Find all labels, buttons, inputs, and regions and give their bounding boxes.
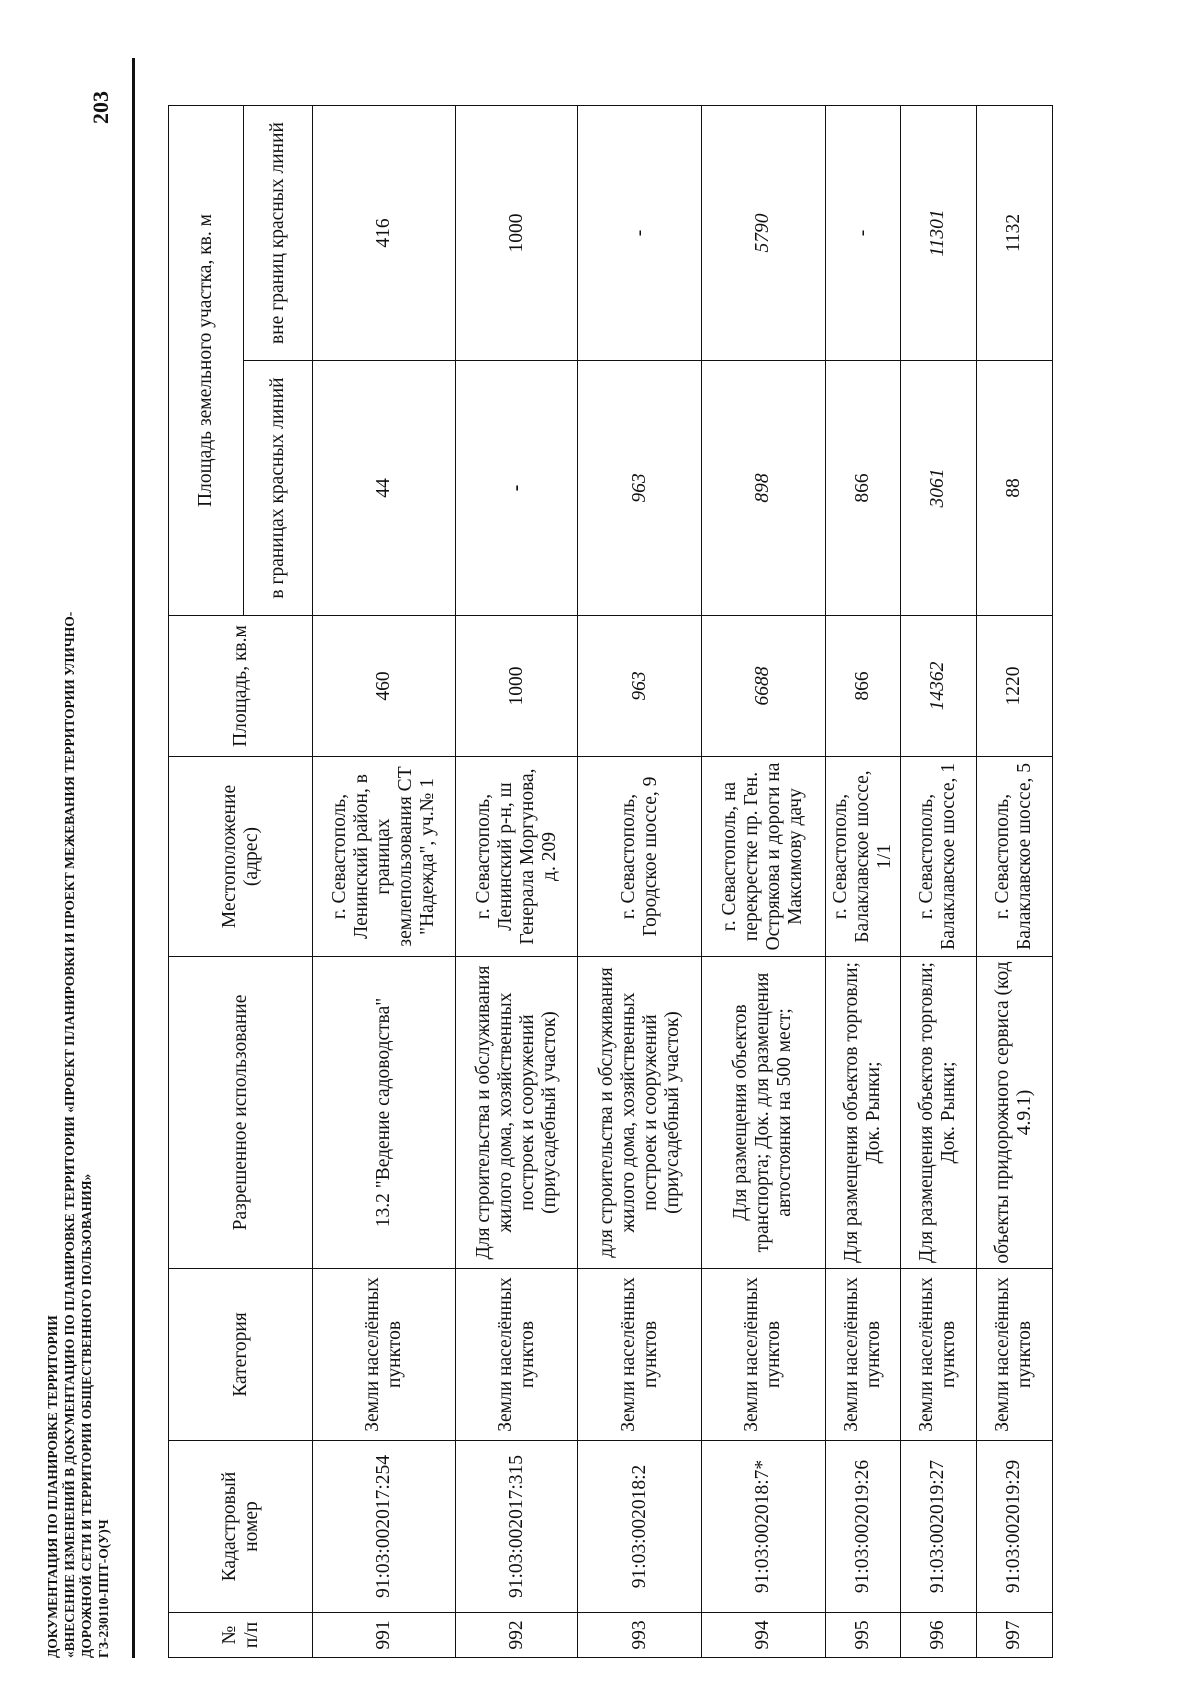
parcel-table — [168, 105, 1053, 1658]
header-parcel-area: Площадь земельного участка, кв. м — [169, 106, 244, 616]
cell-num: 996 — [900, 1613, 976, 1658]
cell-use: Для строительства и обслуживания жилого дома, хозяйственных построек и сооружений (приусадебный участок) — [456, 957, 578, 1269]
cell-cadastral: 91:03:002017:254 — [313, 1441, 456, 1613]
header-line: ГЗ-230110-ППТ-О(У)Ч — [96, 1519, 111, 1658]
cell-num: 993 — [578, 1613, 702, 1658]
cell-outside: 416 — [313, 106, 456, 361]
cell-location: г. Севастополь, Ленинский р-н, ш Генерала Моргунова, д. 209 — [456, 757, 578, 957]
cell-location: г. Севастополь, Ленинский район, в границах землепользования СТ "Надежда", уч.№ 1 — [313, 757, 456, 957]
cell-area: 6688 — [702, 616, 826, 757]
cell-outside: 5790 — [702, 106, 826, 361]
cell-area: 963 — [578, 616, 702, 757]
table-row — [702, 106, 826, 1658]
cell-area: 460 — [313, 616, 456, 757]
cell-inside: 898 — [702, 361, 826, 616]
cell-outside: - — [578, 106, 702, 361]
cell-num: 994 — [702, 1613, 826, 1658]
cell-num: 992 — [456, 1613, 578, 1658]
table-row — [900, 106, 976, 1658]
cell-num: 997 — [976, 1613, 1052, 1658]
cell-cadastral: 91:03:002019:27 — [900, 1441, 976, 1613]
cell-location: г. Севастополь, Балаклавское шоссе, 5 — [976, 757, 1052, 957]
cell-location: г. Севастополь, Городское шоссе, 9 — [578, 757, 702, 957]
header-outside-red-lines: вне границ красных линий — [244, 106, 313, 361]
cell-outside: 1132 — [976, 106, 1052, 361]
header-line: «ВНЕСЕНИЕ ИЗМЕНЕНИЙ В ДОКУМЕНТАЦИЮ ПО ПЛАНИРОВКЕ ТЕРРИТОРИИ «ПРОЕКТ ПЛАНИРОВКИ И ПРОЕКТ МЕЖЕВАНИЯ ТЕРРИТОРИИ УЛИЧНО- — [62, 611, 77, 1658]
table-row — [825, 106, 900, 1658]
table-row — [578, 106, 702, 1658]
cell-inside: 88 — [976, 361, 1052, 616]
cell-inside: - — [456, 361, 578, 616]
cell-use: 13.2 "Ведение садоводства" — [313, 957, 456, 1269]
cell-category: Земли населённых пунктов — [578, 1269, 702, 1441]
cell-inside: 44 — [313, 361, 456, 616]
header-cadastral: Кадастровый номер — [169, 1441, 313, 1613]
header-line: ДОРОЖНОЙ СЕТИ И ТЕРРИТОРИИ ОБЩЕСТВЕННОГО ПОЛЬЗОВАНИЯ» — [79, 1173, 94, 1658]
cell-category: Земли населённых пунктов — [900, 1269, 976, 1441]
cell-cadastral: 91:03:002018:2 — [578, 1441, 702, 1613]
header-divider — [132, 58, 135, 1658]
page-number: 203 — [88, 91, 113, 124]
header-area: Площадь, кв.м — [169, 616, 313, 757]
cell-outside: - — [825, 106, 900, 361]
cell-location: г. Севастополь, на перекрестке пр. Ген. Острякова и дороги на Максимову дачу — [702, 757, 826, 957]
cell-use: для строительства и обслуживания жилого дома, хозяйственных построек и сооружений (приусадебный участок) — [578, 957, 702, 1269]
header-permitted-use: Разрешенное использование — [169, 957, 313, 1269]
header-category: Категория — [169, 1269, 313, 1441]
cell-use: Для размещения объектов транспорта; Док. для размещения автостоянки на 500 мест; — [702, 957, 826, 1269]
cell-num: 991 — [313, 1613, 456, 1658]
cell-num: 995 — [825, 1613, 900, 1658]
cell-inside: 866 — [825, 361, 900, 616]
cell-use: Для размещения объектов торговли; Док. Рынки; — [825, 957, 900, 1269]
header-line: ДОКУМЕНТАЦИЯ ПО ПЛАНИРОВКЕ ТЕРРИТОРИИ — [45, 1315, 60, 1658]
cell-inside: 3061 — [900, 361, 976, 616]
cell-area: 1220 — [976, 616, 1052, 757]
header-location: Местоположение (адрес) — [169, 757, 313, 957]
table-row — [976, 106, 1052, 1658]
cell-outside: 1000 — [456, 106, 578, 361]
cell-cadastral: 91:03:002017:315 — [456, 1441, 578, 1613]
cell-category: Земли населённых пунктов — [976, 1269, 1052, 1441]
cell-category: Земли населённых пунктов — [456, 1269, 578, 1441]
cell-use: объекты придорожного сервиса (код 4.9.1) — [976, 957, 1052, 1269]
table-row — [313, 106, 456, 1658]
cell-category: Земли населённых пунктов — [702, 1269, 826, 1441]
cell-location: г. Севастополь, Балаклавское шоссе, 1/1 — [825, 757, 900, 957]
cell-outside: 11301 — [900, 106, 976, 361]
cell-area: 1000 — [456, 616, 578, 757]
document-header — [44, 611, 112, 1658]
cell-cadastral: 91:03:002018:7* — [702, 1441, 826, 1613]
cell-cadastral: 91:03:002019:29 — [976, 1441, 1052, 1613]
cell-location: г. Севастополь, Балаклавское шоссе, 1 — [900, 757, 976, 957]
cell-category: Земли населённых пунктов — [313, 1269, 456, 1441]
cell-use: Для размещения объектов торговли; Док. Рынки; — [900, 957, 976, 1269]
table-row — [456, 106, 578, 1658]
header-inside-red-lines: в границах красных линий — [244, 361, 313, 616]
cell-area: 14362 — [900, 616, 976, 757]
cell-category: Земли населённых пунктов — [825, 1269, 900, 1441]
cell-cadastral: 91:03:002019:26 — [825, 1441, 900, 1613]
cell-area: 866 — [825, 616, 900, 757]
header-num: № п/п — [169, 1613, 313, 1658]
cell-inside: 963 — [578, 361, 702, 616]
